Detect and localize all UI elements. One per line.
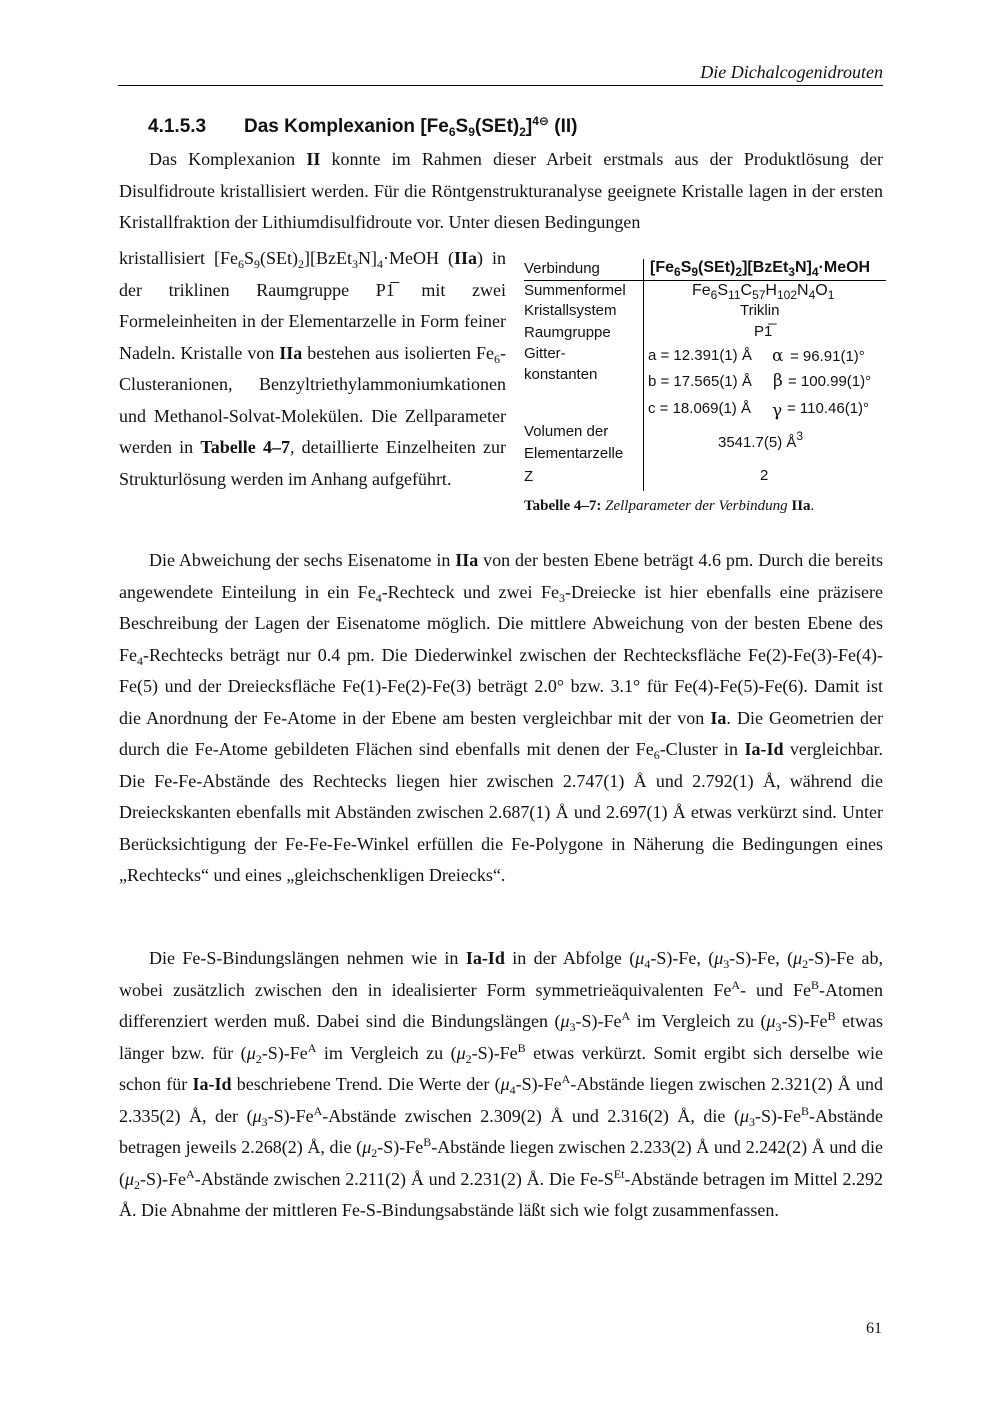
lattice-c: c = 18.069(1) Å [648, 400, 751, 417]
z-value: 2 [760, 467, 769, 484]
table-header-rule [524, 280, 886, 281]
sum-formula: $Fe_6S_{11}C_{57}H_{102}N_4O_1$ [692, 282, 835, 302]
paragraph-bond-lengths: Die Fe-S-Bindungslängen nehmen wie in Ia-Id in der Abfolge $(\mu_4-S)-Fe$, $(\mu_3-S)-Fe$, $(\mu_2-S)-Fe$ ab, wobei zusätzlich zwischen den in idealisierter Form symmetrieäquivalenten $Fe^A-$ und $Fe^B$-Atomen differenziert werden muß. Dabei sind die Bindungslängen $(\mu_3-S)-Fe^A$ im Vergleich zu $(\mu_3-S)-Fe^B$ etwas länger bzw. für $(\mu_2-S)-Fe^A$ im Vergleich zu $(\mu_2-S)-Fe^B$ etwas verkürzt. Somit ergibt sich derselbe wie schon für Ia-Id beschriebene Trend. Die Werte der $(\mu_4-S)-Fe^A$-Abstände liegen zwischen 2.321(2) Å und 2.335(2) Å, der $(\mu_3-S)-Fe^A$-Abstände zwischen 2.309(2) Å und 2.316(2) Å, die $(\mu_3-S)-Fe^B$-Abstände betragen jeweils 2.268(2) Å, die $(\mu_2-S)-Fe^B$-Abstände liegen zwischen 2.233(2) Å und 2.242(2) Å und die $(\mu_2-S)-Fe^A$-Abstände zwischen 2.211(2) Å und 2.231(2) Å. Die $Fe-S^{Et}$-Abstände betragen im Mittel 2.292 Å. Die Abnahme der mittleren Fe-S-Bindungsabstände läßt sich wie folgt zusammenfassen. [119, 948, 884, 1220]
lattice-alpha: = 96.91(1)° [790, 348, 865, 365]
section-number: 4.1.5.3 [148, 116, 207, 137]
paragraph-iron-geometry: Die Abweichung der sechs Eisenatome in IIa von der besten Ebene beträgt 4.6 pm. Durch die bereits angewendete Einteilung in ein $Fe_4$-Rechteck und zwei $Fe_3$-Dreiecke ist hier ebenfalls eine präzisere Beschreibung der Lagen der Eisenatome möglich. Die mittlere Abweichung von der besten Ebene des $Fe_4$-Rechtecks beträgt nur 0.4 pm. Die Diederwinkel zwischen der Rechtecksfläche Fe(2)-Fe(3)-Fe(4)-Fe(5) und der Dreiecksfläche Fe(1)-Fe(2)-Fe(3) beträgt 2.0° bzw. 3.1° für Fe(4)-Fe(5)-Fe(6). Damit ist die Anordnung der Fe-Atome in der Ebene am besten vergleichbar mit der von Ia. Die Geometrien der durch die Fe-Atome gebildeten Flächen sind ebenfalls mit denen der $Fe_6$-Cluster in Ia-Id vergleichbar. Die Fe-Fe-Abstände des Rechtecks liegen hier zwischen 2.747(1) Å und 2.792(1) Å, während die Dreieckskanten ebenfalls mit Abständen zwischen 2.687(1) Å und 2.697(1) Å etwas verkürzt sind. Unter Berücksichtigung der Fe-Fe-Fe-Winkel erfüllen die Fe-Polygone in Näherung die Bedingungen eines „Rechtecks“ und eines „gleichschenkligen Dreiecks“. [119, 550, 884, 885]
paragraph-intro: Das Komplexanion II konnte im Rahmen dieser Arbeit erstmals aus der Produktlösung der Disulfidroute kristallisiert werden. Für die Röntgenstrukturanalyse geeignete Kristalle lagen in der ersten Kristallfraktion der Lithiumdisulfidroute vor. Unter diesen Bedingungen [119, 149, 883, 232]
lattice-a: a = 12.391(1) Å [648, 347, 752, 364]
beta-symbol: β [773, 371, 783, 391]
label-z: Z [524, 468, 534, 485]
table-column-rule [643, 259, 644, 491]
label-volume-2: Elementarzelle [524, 445, 624, 462]
section-title: Das Komplexanion $[Fe_6S_9(SEt)_2]^{4⊖}$ (II) [244, 114, 578, 139]
crystal-system: Triklin [740, 302, 780, 319]
running-head: Die Dichalcogenidrouten [700, 62, 883, 82]
label-volume-1: Volumen der [524, 423, 609, 440]
page-number: 61 [866, 1320, 882, 1337]
section-heading [148, 114, 577, 140]
space-group: P1̅ [754, 323, 773, 340]
label-lattice-1: Gitter- [524, 345, 566, 362]
label-lattice-2: konstanten [524, 366, 598, 383]
cell-volume: 3541.7(5) $Å^3$ [718, 429, 804, 451]
label-compound: Verbindung [524, 260, 600, 277]
header-rule [118, 85, 883, 86]
label-space-group: Raumgruppe [524, 324, 611, 341]
lattice-gamma: = 110.46(1)° [787, 400, 870, 417]
label-crystal-system: Kristallsystem [524, 302, 617, 319]
lattice-b: b = 17.565(1) Å [648, 373, 752, 390]
table-caption: Tabelle 4–7: Zellparameter der Verbindung IIa. [524, 498, 815, 514]
lattice-beta: = 100.99(1)° [788, 373, 872, 390]
alpha-symbol: α [772, 346, 784, 366]
compound-formula: $[Fe_6S_9(SEt)_2][BzEt_3N]_4\cdot MeOH$ [650, 259, 871, 279]
paragraph-crystallization: kristallisiert $[Fe_6S_9(SEt)_2][BzEt_3N]_4\cdot MeOH$ (IIa) in der triklinen Raumgruppe P1̅ mit zwei Formeleinheiten in der Elementarzelle in Form feiner Nadeln. Kristalle von IIa bestehen aus isolierten $Fe_6$-Clusteranionen, Benzyltriethylammoniumkationen und Methanol-Solvat-Molekülen. Die Zellparameter werden in Tabelle 4–7, detaillierte Einzelheiten zur Strukturlösung werden im Anhang aufgeführt. [119, 248, 507, 489]
label-formula: Summenformel [524, 282, 626, 299]
gamma-symbol: γ [772, 401, 783, 421]
